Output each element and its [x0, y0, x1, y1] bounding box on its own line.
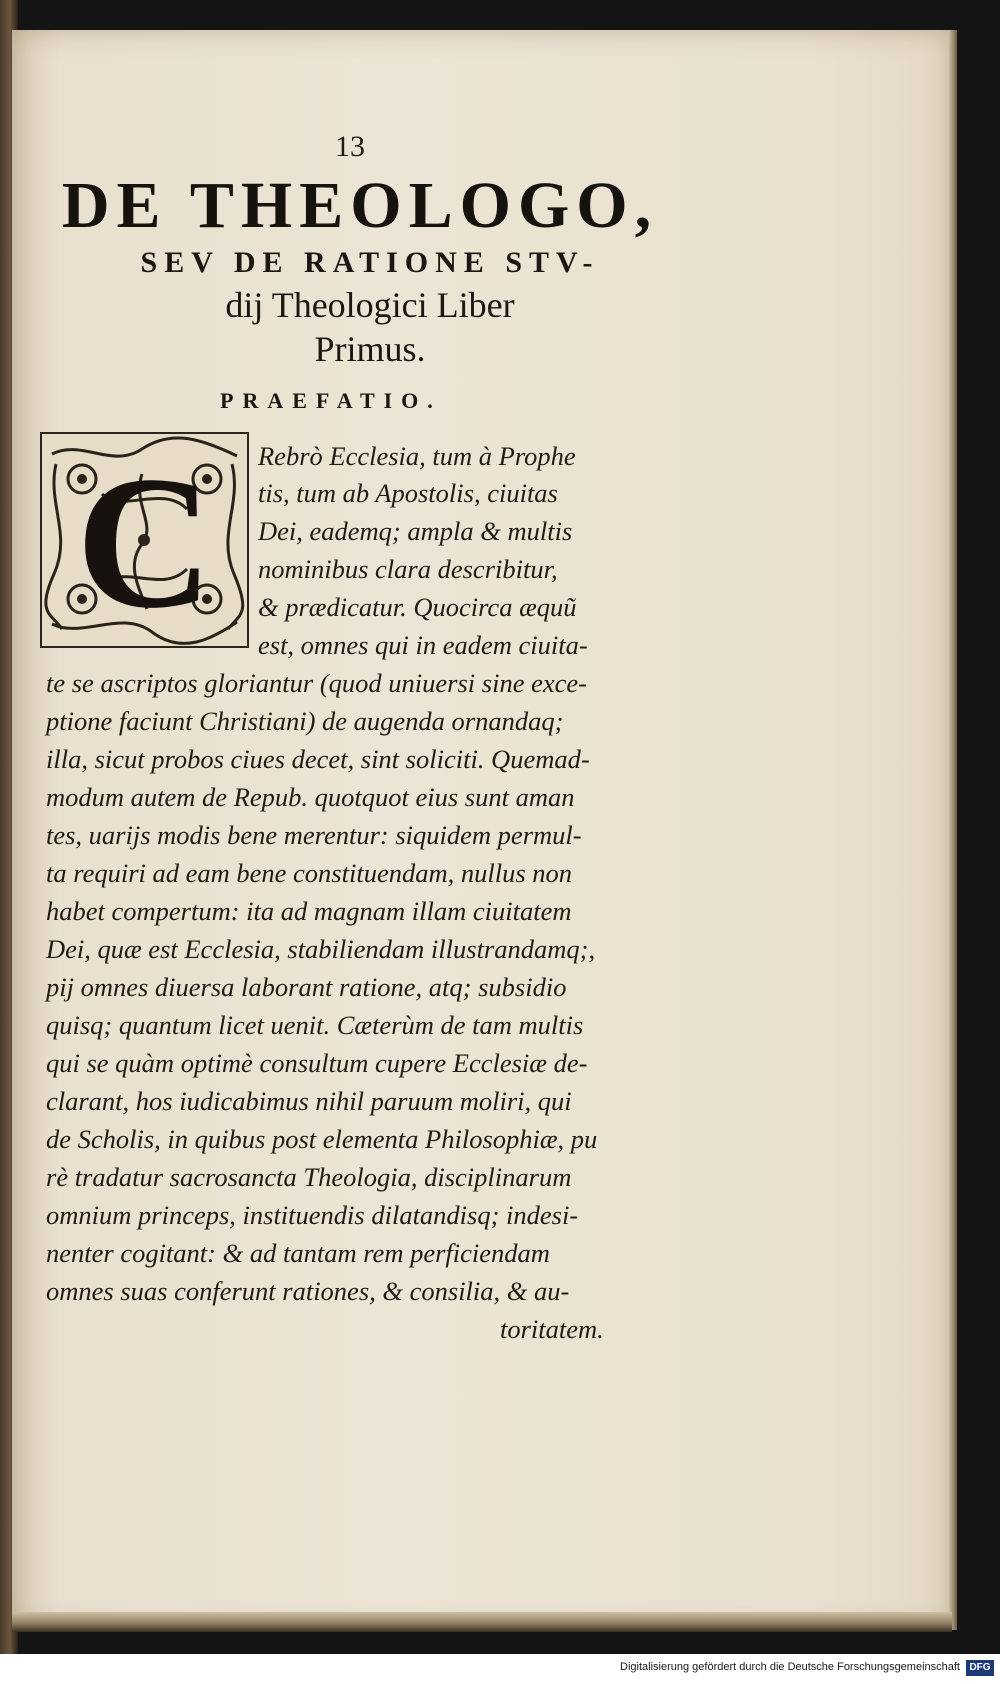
text-line: & prædicatur. Quocirca æquũ	[258, 592, 577, 622]
subtitle-line-1: SEV DE RATIONE STV-	[140, 246, 600, 279]
decorated-initial	[40, 432, 249, 648]
text-line: modum autem de Repub. quotquot eius sunt aman	[46, 782, 575, 812]
text-line: nominibus clara describitur,	[258, 554, 558, 584]
text-line: Rebrò Ecclesia, tum à Prophe	[258, 441, 576, 471]
section-heading: PRAEFATIO.	[220, 388, 442, 413]
text-line: qui se quàm optimè consultum cupere Ecclesiæ de-	[46, 1048, 588, 1078]
text-line: omnium princeps, instituendis dilatandisq; indesi-	[46, 1200, 579, 1230]
dfg-logo-icon: DFG	[966, 1660, 994, 1676]
funding-credit: Digitalisierung gefördert durch die Deutsche Forschungsgemeinschaft	[620, 1661, 960, 1673]
subtitle-line-3: Primus.	[314, 329, 426, 369]
text-line: quisq; quantum licet uenit. Cæterùm de tam multis	[46, 1010, 584, 1040]
text-line: omnes suas conferunt rationes, & consilia, & au-	[46, 1276, 570, 1306]
text-line: ta requiri ad eam bene constituendam, nullus non	[46, 858, 573, 888]
text-line: rè tradatur sacrosancta Theologia, disciplinarum	[46, 1162, 572, 1192]
page-number: 13	[335, 130, 365, 163]
page-title: DE THEOLOGO,	[61, 169, 659, 242]
text-line: clarant, hos iudicabimus nihil paruum moliri, qui	[46, 1086, 572, 1116]
text-line: illa, sicut probos ciues decet, sint soliciti. Quemad-	[46, 744, 590, 774]
page-edge-bottom	[12, 1612, 952, 1632]
text-line: ptione faciunt Christiani) de augenda ornandaq;	[46, 706, 564, 736]
text-line: nenter cogitant: & ad tantam rem perficiendam	[46, 1238, 550, 1268]
text-line: toritatem.	[500, 1314, 604, 1344]
subtitle-line-2: dij Theologici Liber	[225, 285, 515, 325]
page-edge-right	[949, 30, 957, 1630]
text-line: tes, uarijs modis bene merentur: siquidem permul-	[46, 820, 582, 850]
text-line: pij omnes diuersa laborant ratione, atq; subsidio	[46, 972, 567, 1002]
text-line: tis, tum ab Apostolis, ciuitas	[258, 478, 558, 508]
text-line: de Scholis, in quibus post elementa Philosophiæ, pu	[46, 1124, 598, 1154]
footer-bar	[0, 1654, 1000, 1684]
text-line: Dei, eademq; ampla & multis	[258, 516, 573, 546]
initial-letter: C	[75, 438, 214, 648]
text-line: Dei, quæ est Ecclesia, stabiliendam illustrandamq;,	[46, 934, 596, 964]
text-line: te se ascriptos gloriantur (quod uniuersi sine exce-	[46, 668, 587, 698]
text-line: habet compertum: ita ad magnam illam ciuitatem	[46, 896, 572, 926]
text-line: est, omnes qui in eadem ciuita-	[258, 630, 588, 660]
